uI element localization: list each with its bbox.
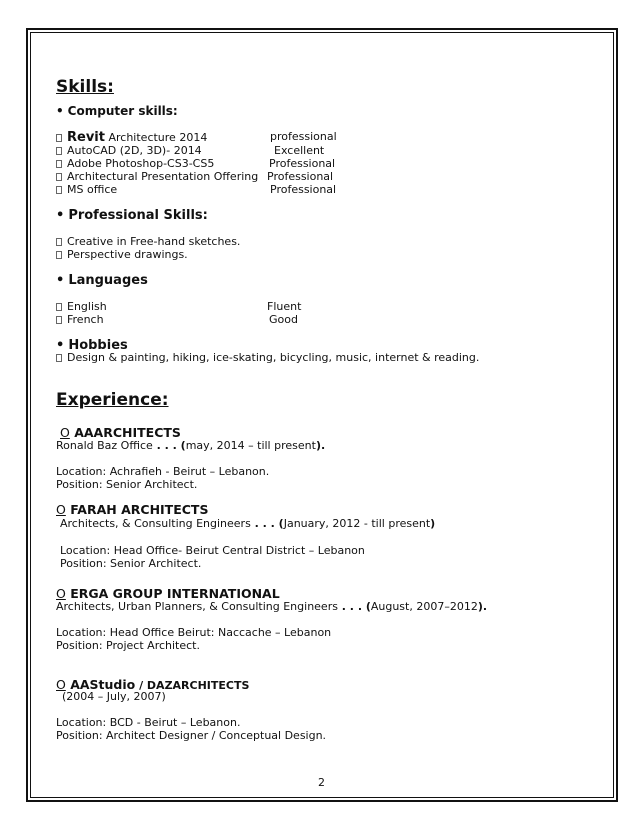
job-location: Location: Head Office Beirut: Naccache – Lebanon	[56, 626, 332, 639]
professional-skill-row: Creative in Free-hand sketches.	[56, 235, 240, 248]
checkbox-square-icon	[56, 251, 62, 259]
checkbox-square-icon	[56, 134, 62, 142]
hobbies-title: • Hobbies	[56, 338, 128, 353]
skills-heading: Skills:	[56, 77, 114, 97]
computer-skill-level: Excellent	[274, 144, 325, 157]
language-level: Good	[269, 313, 298, 326]
job-company: O AAARCHITECTS	[60, 425, 181, 440]
job-firm-line: Architects, Urban Planners, & Consulting Engineers . . . (August, 2007–2012).	[56, 600, 488, 613]
job-location: Location: Head Office- Beirut Central District – Lebanon	[60, 544, 365, 557]
page-number: 2	[318, 776, 325, 789]
job-firm-line: Architects, & Consulting Engineers . . . (January, 2012 - till present)	[60, 517, 436, 530]
professional-skill-row: Perspective drawings.	[56, 248, 188, 261]
computer-skill-row: Adobe Photoshop-CS3-CS5	[56, 157, 214, 170]
job-location: Location: BCD - Beirut – Lebanon.	[56, 716, 241, 729]
job-position: Position: Senior Architect.	[60, 557, 202, 570]
language-row: French	[56, 313, 104, 326]
computer-skill-row: AutoCAD (2D, 3D)- 2014	[56, 144, 202, 157]
job-company: O FARAH ARCHITECTS	[56, 502, 209, 517]
checkbox-square-icon	[56, 147, 62, 155]
computer-skill-level: Professional	[270, 183, 337, 196]
job-company: O AAStudio / DAZARCHITECTS	[56, 677, 250, 692]
computer-skill-level: Professional	[269, 157, 336, 170]
job-position: Position: Architect Designer / Conceptual Design.	[56, 729, 327, 742]
job-firm-line: Ronald Baz Office . . . (may, 2014 – till present).	[56, 439, 326, 452]
computer-skill-level: Professional	[267, 170, 334, 183]
hobbies-row: Design & painting, hiking, ice-skating, bicycling, music, internet & reading.	[56, 351, 479, 364]
checkbox-square-icon	[56, 186, 62, 194]
language-row: English	[56, 300, 107, 313]
job-location: Location: Achrafieh - Beirut – Lebanon.	[56, 465, 270, 478]
checkbox-square-icon	[56, 316, 62, 324]
checkbox-square-icon	[56, 354, 62, 362]
language-level: Fluent	[267, 300, 302, 313]
job-position: Position: Project Architect.	[56, 639, 200, 652]
checkbox-square-icon	[56, 160, 62, 168]
checkbox-square-icon	[56, 303, 62, 311]
checkbox-square-icon	[56, 173, 62, 181]
computer-skill-row: Revit Architecture 2014	[56, 130, 207, 145]
experience-heading: Experience:	[56, 390, 169, 410]
computer-skill-level: professional	[270, 130, 337, 143]
languages-title: • Languages	[56, 273, 148, 288]
checkbox-square-icon	[56, 238, 62, 246]
job-period: (2004 – July, 2007)	[62, 690, 166, 703]
computer-skills-title: • Computer skills:	[56, 104, 178, 118]
computer-skill-row: MS office	[56, 183, 117, 196]
job-position: Position: Senior Architect.	[56, 478, 198, 491]
computer-skill-row: Architectural Presentation Offering	[56, 170, 258, 183]
professional-skills-title: • Professional Skills:	[56, 208, 208, 223]
job-company: O ERGA GROUP INTERNATIONAL	[56, 586, 280, 601]
